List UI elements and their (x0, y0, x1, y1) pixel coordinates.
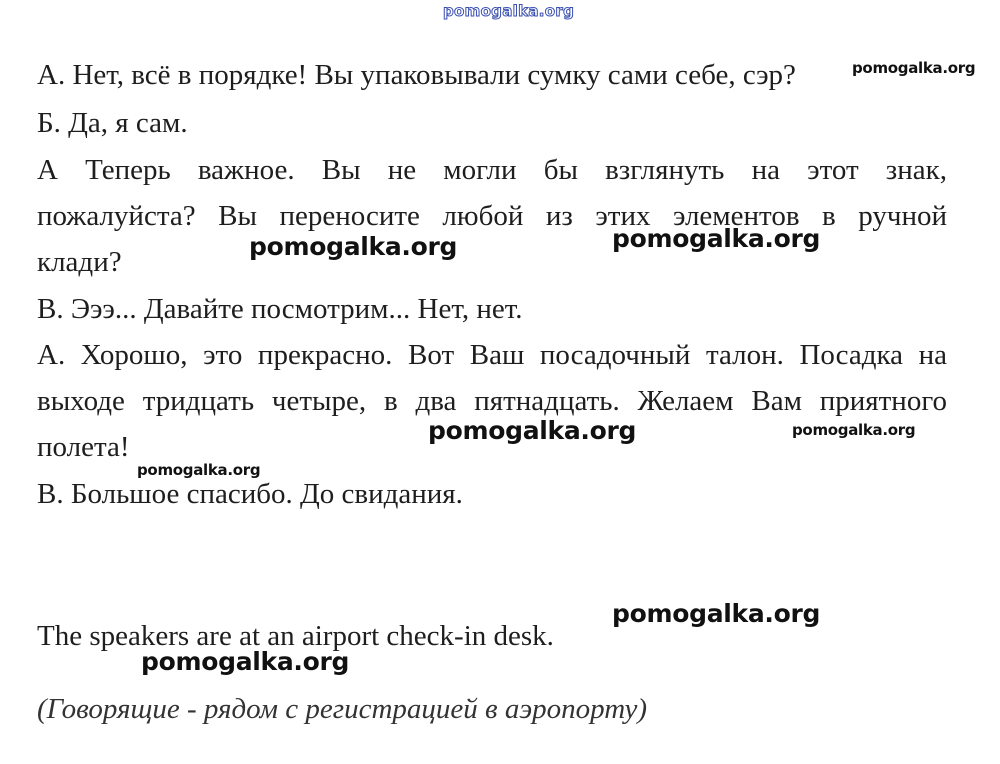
watermark: pomogalka.org (137, 461, 261, 479)
dialogue-line-7: А. Хорошо, это прекрасно. Вот Ваш посадочный талон. Посадка на (37, 339, 947, 371)
watermark: pomogalka.org (792, 421, 916, 439)
watermark: pomogalka.org (428, 416, 637, 445)
header-watermark: pomogalka.org (443, 2, 575, 20)
answer-translation: (Говорящие - рядом с регистрацией в аэропорту) (37, 693, 648, 725)
watermark: pomogalka.org (612, 599, 821, 628)
dialogue-line-9: полета! (37, 431, 130, 463)
dialogue-line-4: пожалуйста? Вы переносите любой из этих элементов в ручной (37, 200, 947, 232)
dialogue-line-1: А. Нет, всё в порядке! Вы упаковывали сумку сами себе, сэр? (37, 59, 796, 91)
dialogue-line-2: Б. Да, я сам. (37, 107, 188, 139)
watermark: pomogalka.org (141, 647, 350, 676)
watermark: pomogalka.org (612, 224, 821, 253)
dialogue-line-8: выходе тридцать четыре, в два пятнадцать. Желаем Вам приятного (37, 385, 947, 417)
dialogue-line-10: В. Большое спасибо. До свидания. (37, 478, 463, 510)
watermark: pomogalka.org (852, 59, 976, 77)
watermark: pomogalka.org (249, 232, 458, 261)
dialogue-line-6: В. Эээ... Давайте посмотрим... Нет, нет. (37, 293, 523, 325)
dialogue-line-5: клади? (37, 246, 122, 278)
answer-english: The speakers are at an airport check-in desk. (37, 620, 554, 652)
dialogue-line-3: А Теперь важное. Вы не могли бы взглянуть на этот знак, (37, 154, 947, 186)
